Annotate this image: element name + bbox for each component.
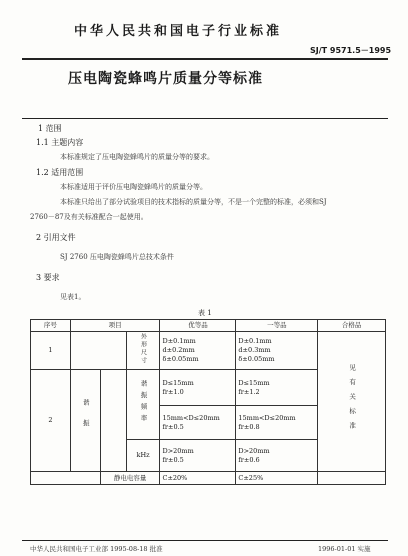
row2-unit: kHz — [126, 440, 160, 472]
row2c-superior — [160, 440, 236, 472]
row2b-sup-tol: fr±0.5 — [162, 422, 184, 431]
row2a-sup-tol: fr±1.0 — [162, 387, 184, 396]
row2b-first — [236, 406, 318, 440]
row3-first: C±25% — [236, 472, 318, 485]
row2c-sup-tol: fr±0.5 — [162, 455, 184, 464]
row1-superior-d: D±0.1mm — [162, 337, 196, 345]
header-item: 项目 — [70, 320, 160, 332]
header-qualified: 合格品 — [318, 320, 386, 332]
section-1-heading: 1 范围 — [38, 124, 62, 133]
reference-document: SJ 2760 压电陶瓷蜂鸣片总技术条件 — [60, 253, 174, 261]
row2a-sup-cond: D≤15mm — [162, 378, 194, 387]
qualified-text: 见有关标准 — [348, 363, 357, 437]
section-1-2-line2: 本标准只给出了部分试验项目的技术指标的质量分等，不是一个完整的标准，必须和SJ — [60, 198, 327, 206]
row2-group: 谐振 — [81, 398, 90, 440]
row2-group-cell — [70, 370, 100, 472]
footer-approval: 中华人民共和国电子工业部 1995-08-18 批准 — [30, 545, 163, 553]
row2a-superior — [160, 370, 236, 406]
row2-freq-label: 谐振频率 — [139, 380, 148, 426]
row2c-sup-cond: D>20mm — [162, 446, 194, 455]
row1-first-d: D±0.1mm — [238, 337, 272, 345]
row2c-first — [236, 440, 318, 472]
section-1-1-title: 1.1 主题内容 — [36, 138, 84, 147]
header-first: 一等品 — [236, 320, 318, 332]
title-rule — [22, 118, 388, 119]
section-1-1-text: 本标准规定了压电陶瓷蜂鸣片的质量分等的要求。 — [60, 153, 214, 161]
section-1-2-title: 1.2 适用范围 — [36, 168, 84, 177]
row2b-superior — [160, 406, 236, 440]
row2b-sup-cond: 15mm<D≤20mm — [162, 413, 220, 422]
section-1-2-line3: 2760－87及有关标准配合一起使用。 — [30, 213, 148, 221]
row2a-first — [236, 370, 318, 406]
row2c-first-tol: fr±0.6 — [238, 455, 260, 464]
row2a-first-tol: fr±1.2 — [238, 387, 260, 396]
header-superior: 优等品 — [160, 320, 236, 332]
row1-first — [236, 332, 318, 370]
section-3-text: 见表1。 — [60, 293, 86, 301]
row1-superior-thk: δ±0.05mm — [162, 355, 199, 363]
row1-item: 外形尺寸 — [139, 333, 147, 365]
row3-superior: C±20% — [160, 472, 236, 485]
row3-qualified — [318, 472, 386, 485]
row1-superior — [160, 332, 236, 370]
row2a-first-cond: D≤15mm — [238, 378, 270, 387]
row2-no: 2 — [31, 370, 71, 472]
quality-grade-table — [30, 319, 386, 485]
row3-item: 静电电容量 — [100, 472, 160, 485]
row1-first-dd: d±0.3mm — [238, 346, 271, 354]
qualified-cell — [318, 332, 386, 472]
section-3-heading: 3 要求 — [36, 273, 60, 282]
row3-spacer — [31, 472, 101, 485]
row1-superior-dd: d±0.2mm — [162, 346, 195, 354]
table-caption: 表 1 — [198, 309, 212, 317]
row1-first-thk: δ±0.05mm — [238, 355, 275, 363]
row2-freq-cell — [126, 370, 160, 440]
header-rule — [22, 58, 388, 60]
standard-code: SJ/T 9571.5－1995 — [310, 46, 392, 55]
header-no: 序号 — [31, 320, 71, 332]
row2b-first-tol: fr±0.8 — [238, 422, 260, 431]
standard-org-title: 中华人民共和国电子行业标准 — [74, 24, 283, 39]
section-2-heading: 2 引用文件 — [36, 233, 76, 242]
section-1-2-line1: 本标准适用于评价压电陶瓷蜂鸣片的质量分等。 — [60, 183, 207, 191]
row2b-first-cond: 15mm<D≤20mm — [238, 413, 296, 422]
footer-effective: 1996-01-01 实施 — [318, 545, 371, 553]
document-title: 压电陶瓷蜂鸣片质量分等标准 — [68, 71, 263, 87]
row1-no: 1 — [31, 332, 71, 370]
row1-spacer — [70, 332, 126, 370]
row2-spacer — [100, 370, 126, 472]
footer-rule — [22, 540, 388, 541]
row2c-first-cond: D>20mm — [238, 446, 270, 455]
